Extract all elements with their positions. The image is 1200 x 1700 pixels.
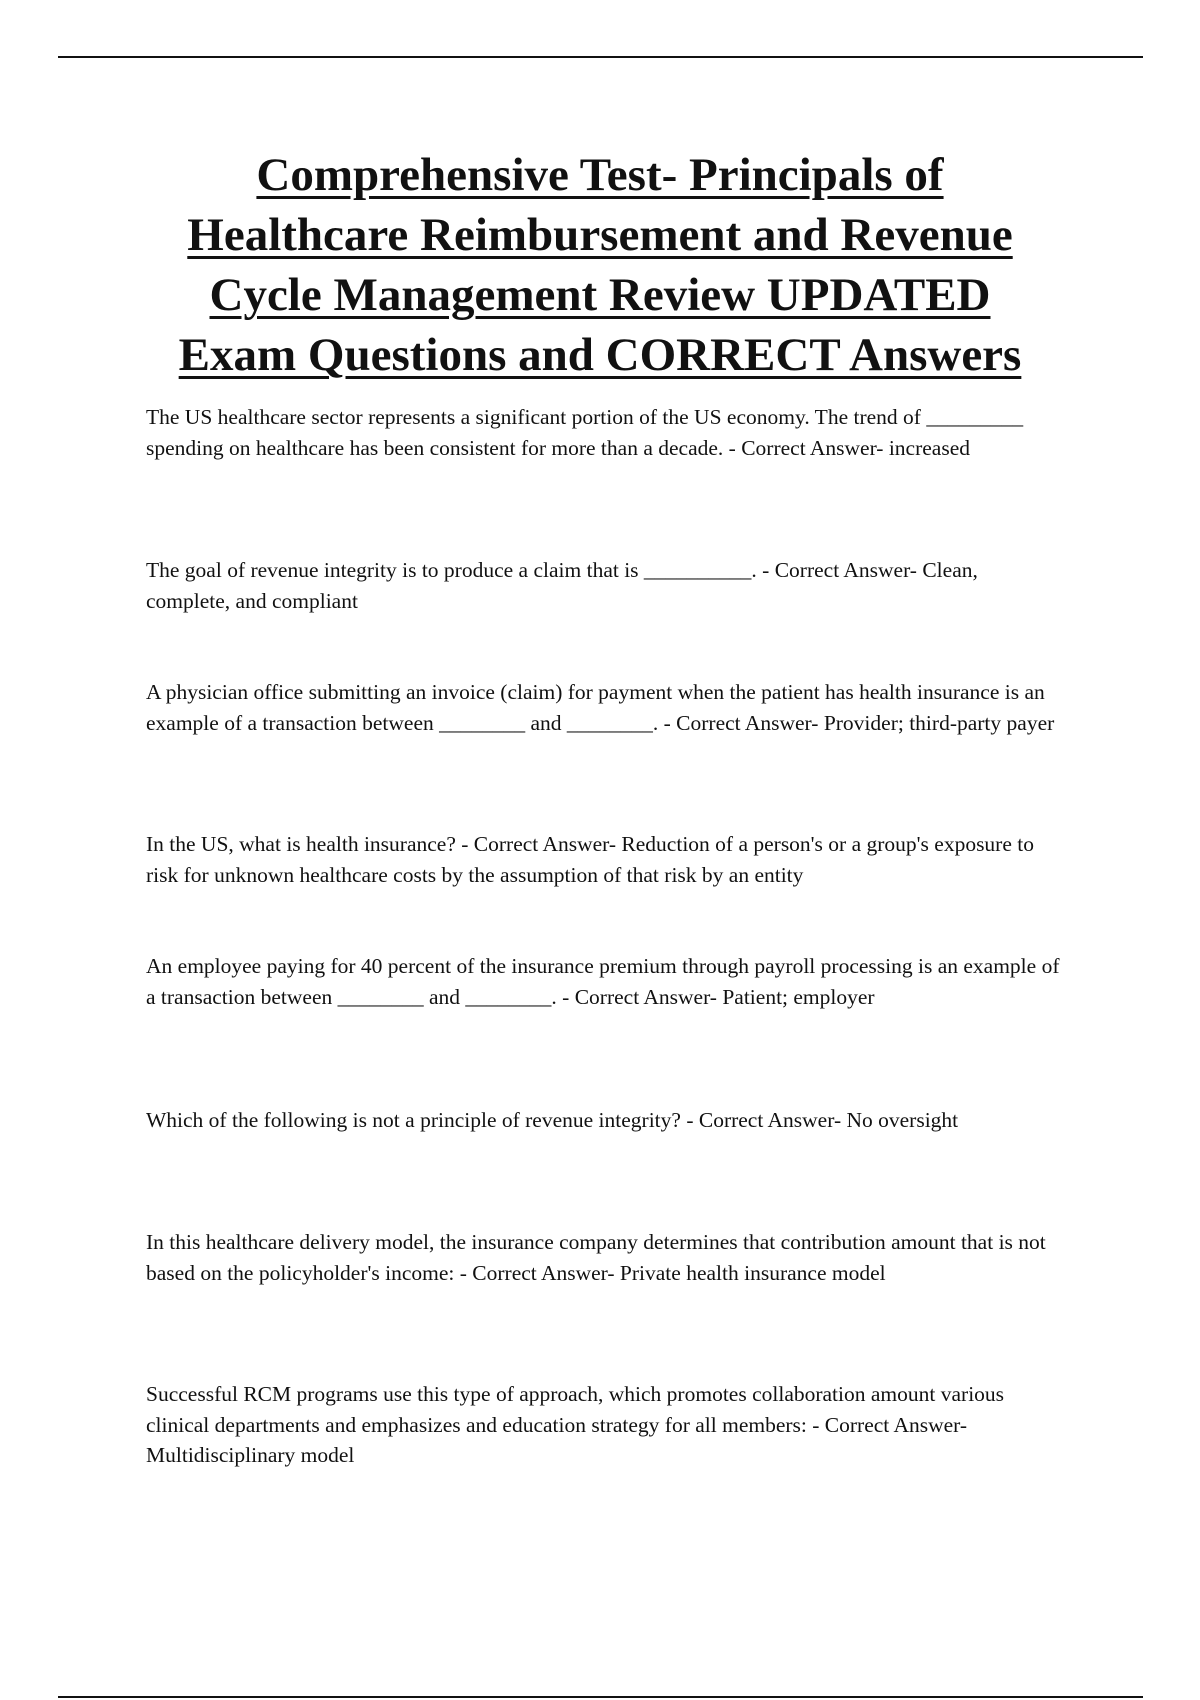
title-line: Exam Questions and CORRECT Answers — [178, 329, 1022, 381]
question-answer-item: In this healthcare delivery model, the insurance company determines that contribution amount that is not based on the policyholder's income: - Correct Answer- Private health insurance model — [146, 1230, 1046, 1285]
bottom-divider — [58, 1696, 1143, 1698]
title-line: Cycle Management Review UPDATED — [209, 269, 991, 321]
question-answer-item: The goal of revenue integrity is to produce a claim that is __________. - Correct Answer- Clean, complete, and compliant — [146, 558, 978, 613]
question-answer-item: Which of the following is not a principle of revenue integrity? - Correct Answer- No oversight — [146, 1108, 959, 1132]
title-line: Comprehensive Test- Principals of — [256, 149, 944, 201]
question-answer-list — [146, 402, 1066, 1532]
question-answer-item: The US healthcare sector represents a significant portion of the US economy. The trend of _________ spending on healthcare has been consistent for more than a decade. - Correct Answer- increased — [146, 405, 1024, 460]
document-title — [90, 145, 1110, 385]
question-answer-item: In the US, what is health insurance? - Correct Answer- Reduction of a person's or a group's exposure to risk for unknown healthcare costs by the assumption of that risk by an entity — [146, 832, 1034, 887]
top-divider — [58, 56, 1143, 58]
title-line: Healthcare Reimbursement and Revenue — [187, 209, 1013, 261]
question-answer-item: Successful RCM programs use this type of approach, which promotes collaboration amount various clinical departments and emphasizes and education strategy for all members: - Correct Answer- Multidisciplinary model — [146, 1382, 1005, 1467]
question-answer-item: An employee paying for 40 percent of the insurance premium through payroll processing is an example of a transaction between ________ and ________. - Correct Answer- Patient; employer — [146, 954, 1060, 1009]
question-answer-item: A physician office submitting an invoice (claim) for payment when the patient has health insurance is an example of a transaction between ________ and ________. - Correct Answer- Provider; third-party payer — [146, 680, 1055, 735]
